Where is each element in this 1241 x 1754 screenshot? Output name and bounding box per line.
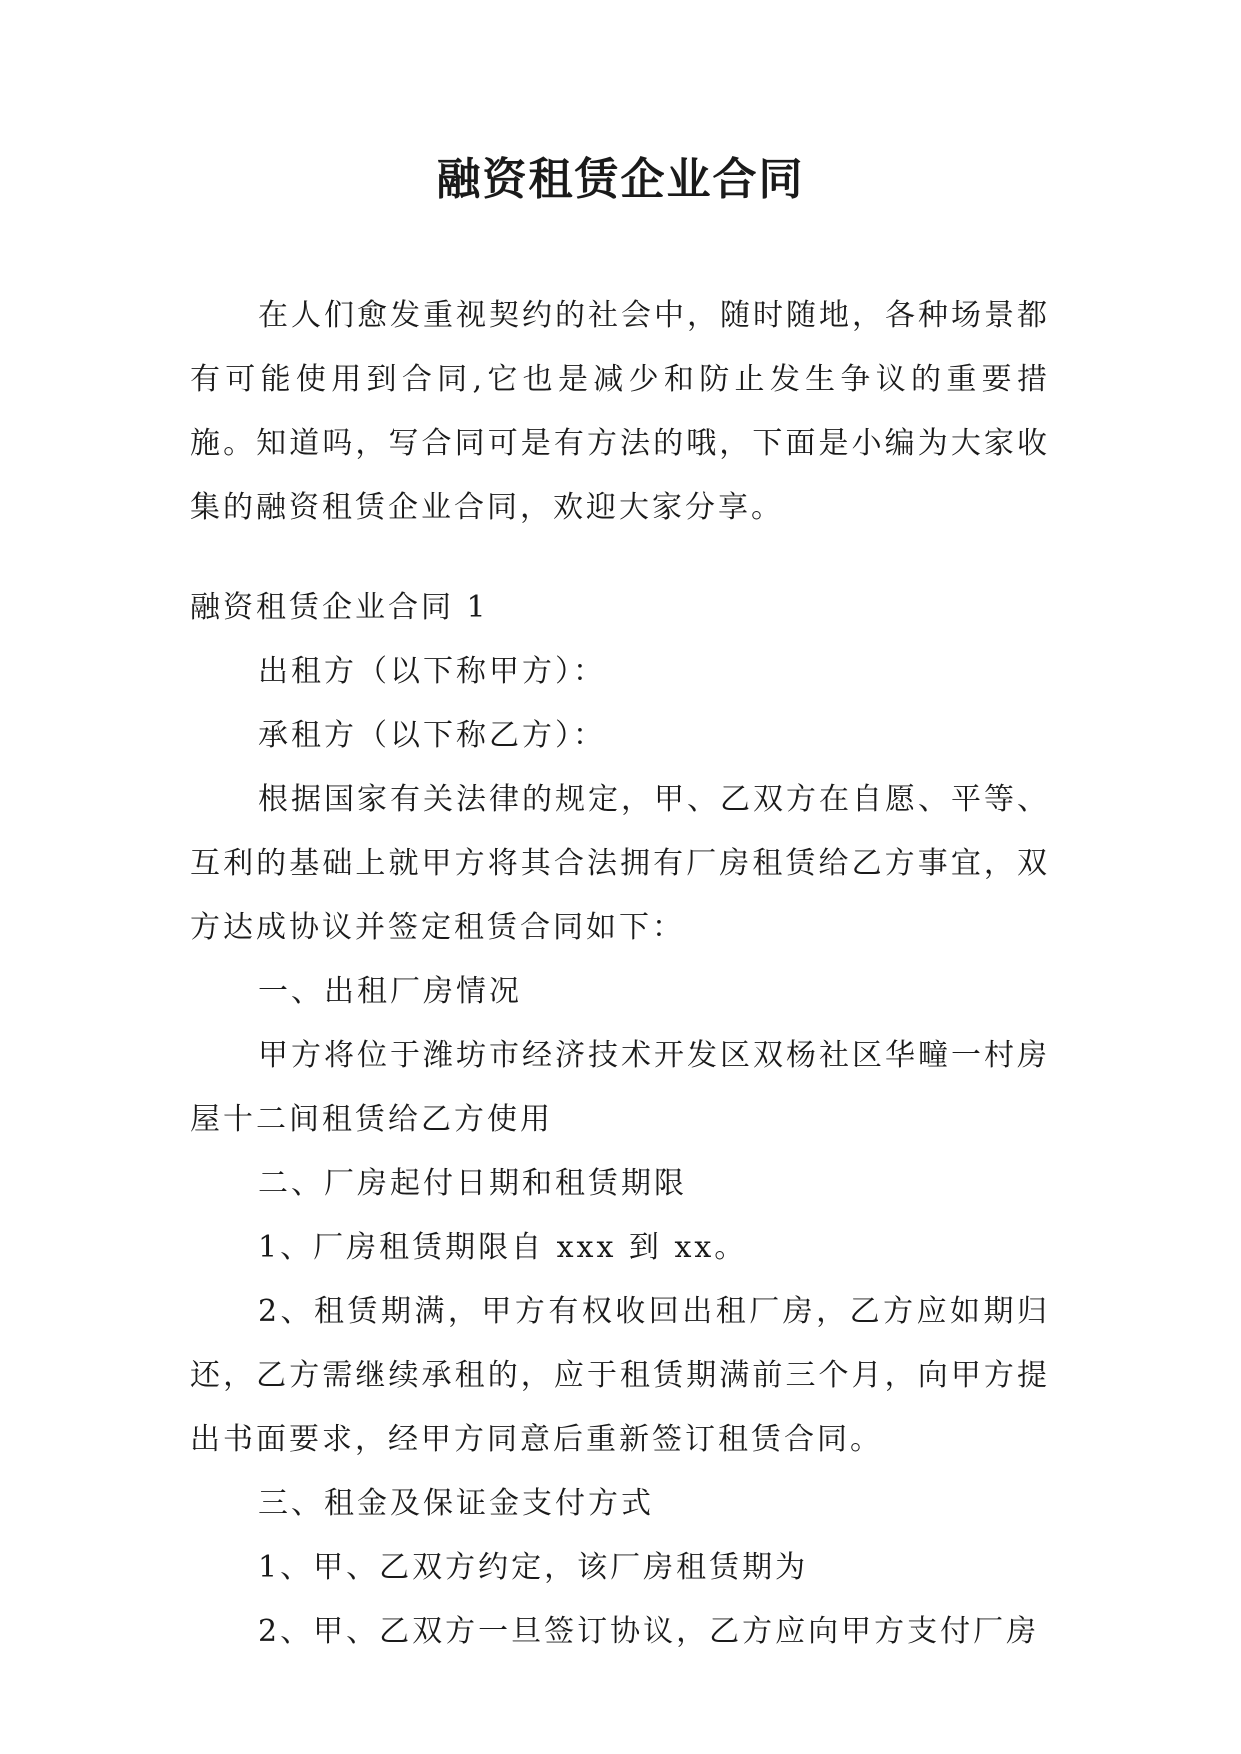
clause2-title: 二、厂房起付日期和租赁期限 bbox=[258, 1166, 687, 1201]
clause3-title: 三、租金及保证金支付方式 bbox=[258, 1486, 654, 1521]
intro-block bbox=[190, 284, 1050, 540]
intro-paragraph: 在人们愈发重视契约的社会中，随时随地，各种场景都有可能使用到合同,它也是减少和防止发生争议的重要措施。知道吗，写合同可是有方法的哦，下面是小编为大家收集的融资租赁企业合同，欢迎大家分享。 bbox=[190, 298, 1050, 525]
contract-section bbox=[190, 576, 1050, 1664]
clause1-title: 一、出租厂房情况 bbox=[258, 974, 522, 1009]
clause2-item1: 1、厂房租赁期限自 xxx 到 xx。 bbox=[258, 1230, 748, 1265]
clause3-item2: 2、甲、乙双方一旦签订协议，乙方应向甲方支付厂房 bbox=[258, 1614, 1040, 1649]
lessee-line: 承租方（以下称乙方）： bbox=[258, 718, 606, 753]
lessor-line: 出租方（以下称甲方）： bbox=[258, 654, 606, 689]
clause2-item2: 2、租赁期满，甲方有权收回出租厂房，乙方应如期归还，乙方需继续承租的，应于租赁期满前三个月，向甲方提出书面要求，经甲方同意后重新签订租赁合同。 bbox=[190, 1294, 1050, 1457]
section-heading: 融资租赁企业合同 1 bbox=[190, 590, 489, 625]
preamble-paragraph: 根据国家有关法律的规定，甲、乙双方在自愿、平等、互利的基础上就甲方将其合法拥有厂房租赁给乙方事宜，双方达成协议并签定租赁合同如下： bbox=[190, 782, 1050, 945]
document-title: 融资租赁企业合同 bbox=[436, 154, 805, 205]
clause3-item1: 1、甲、乙双方约定，该厂房租赁期为 bbox=[258, 1550, 809, 1585]
clause1-text: 甲方将位于潍坊市经济技术开发区双杨社区华疃一村房屋十二间租赁给乙方使用 bbox=[190, 1038, 1050, 1137]
